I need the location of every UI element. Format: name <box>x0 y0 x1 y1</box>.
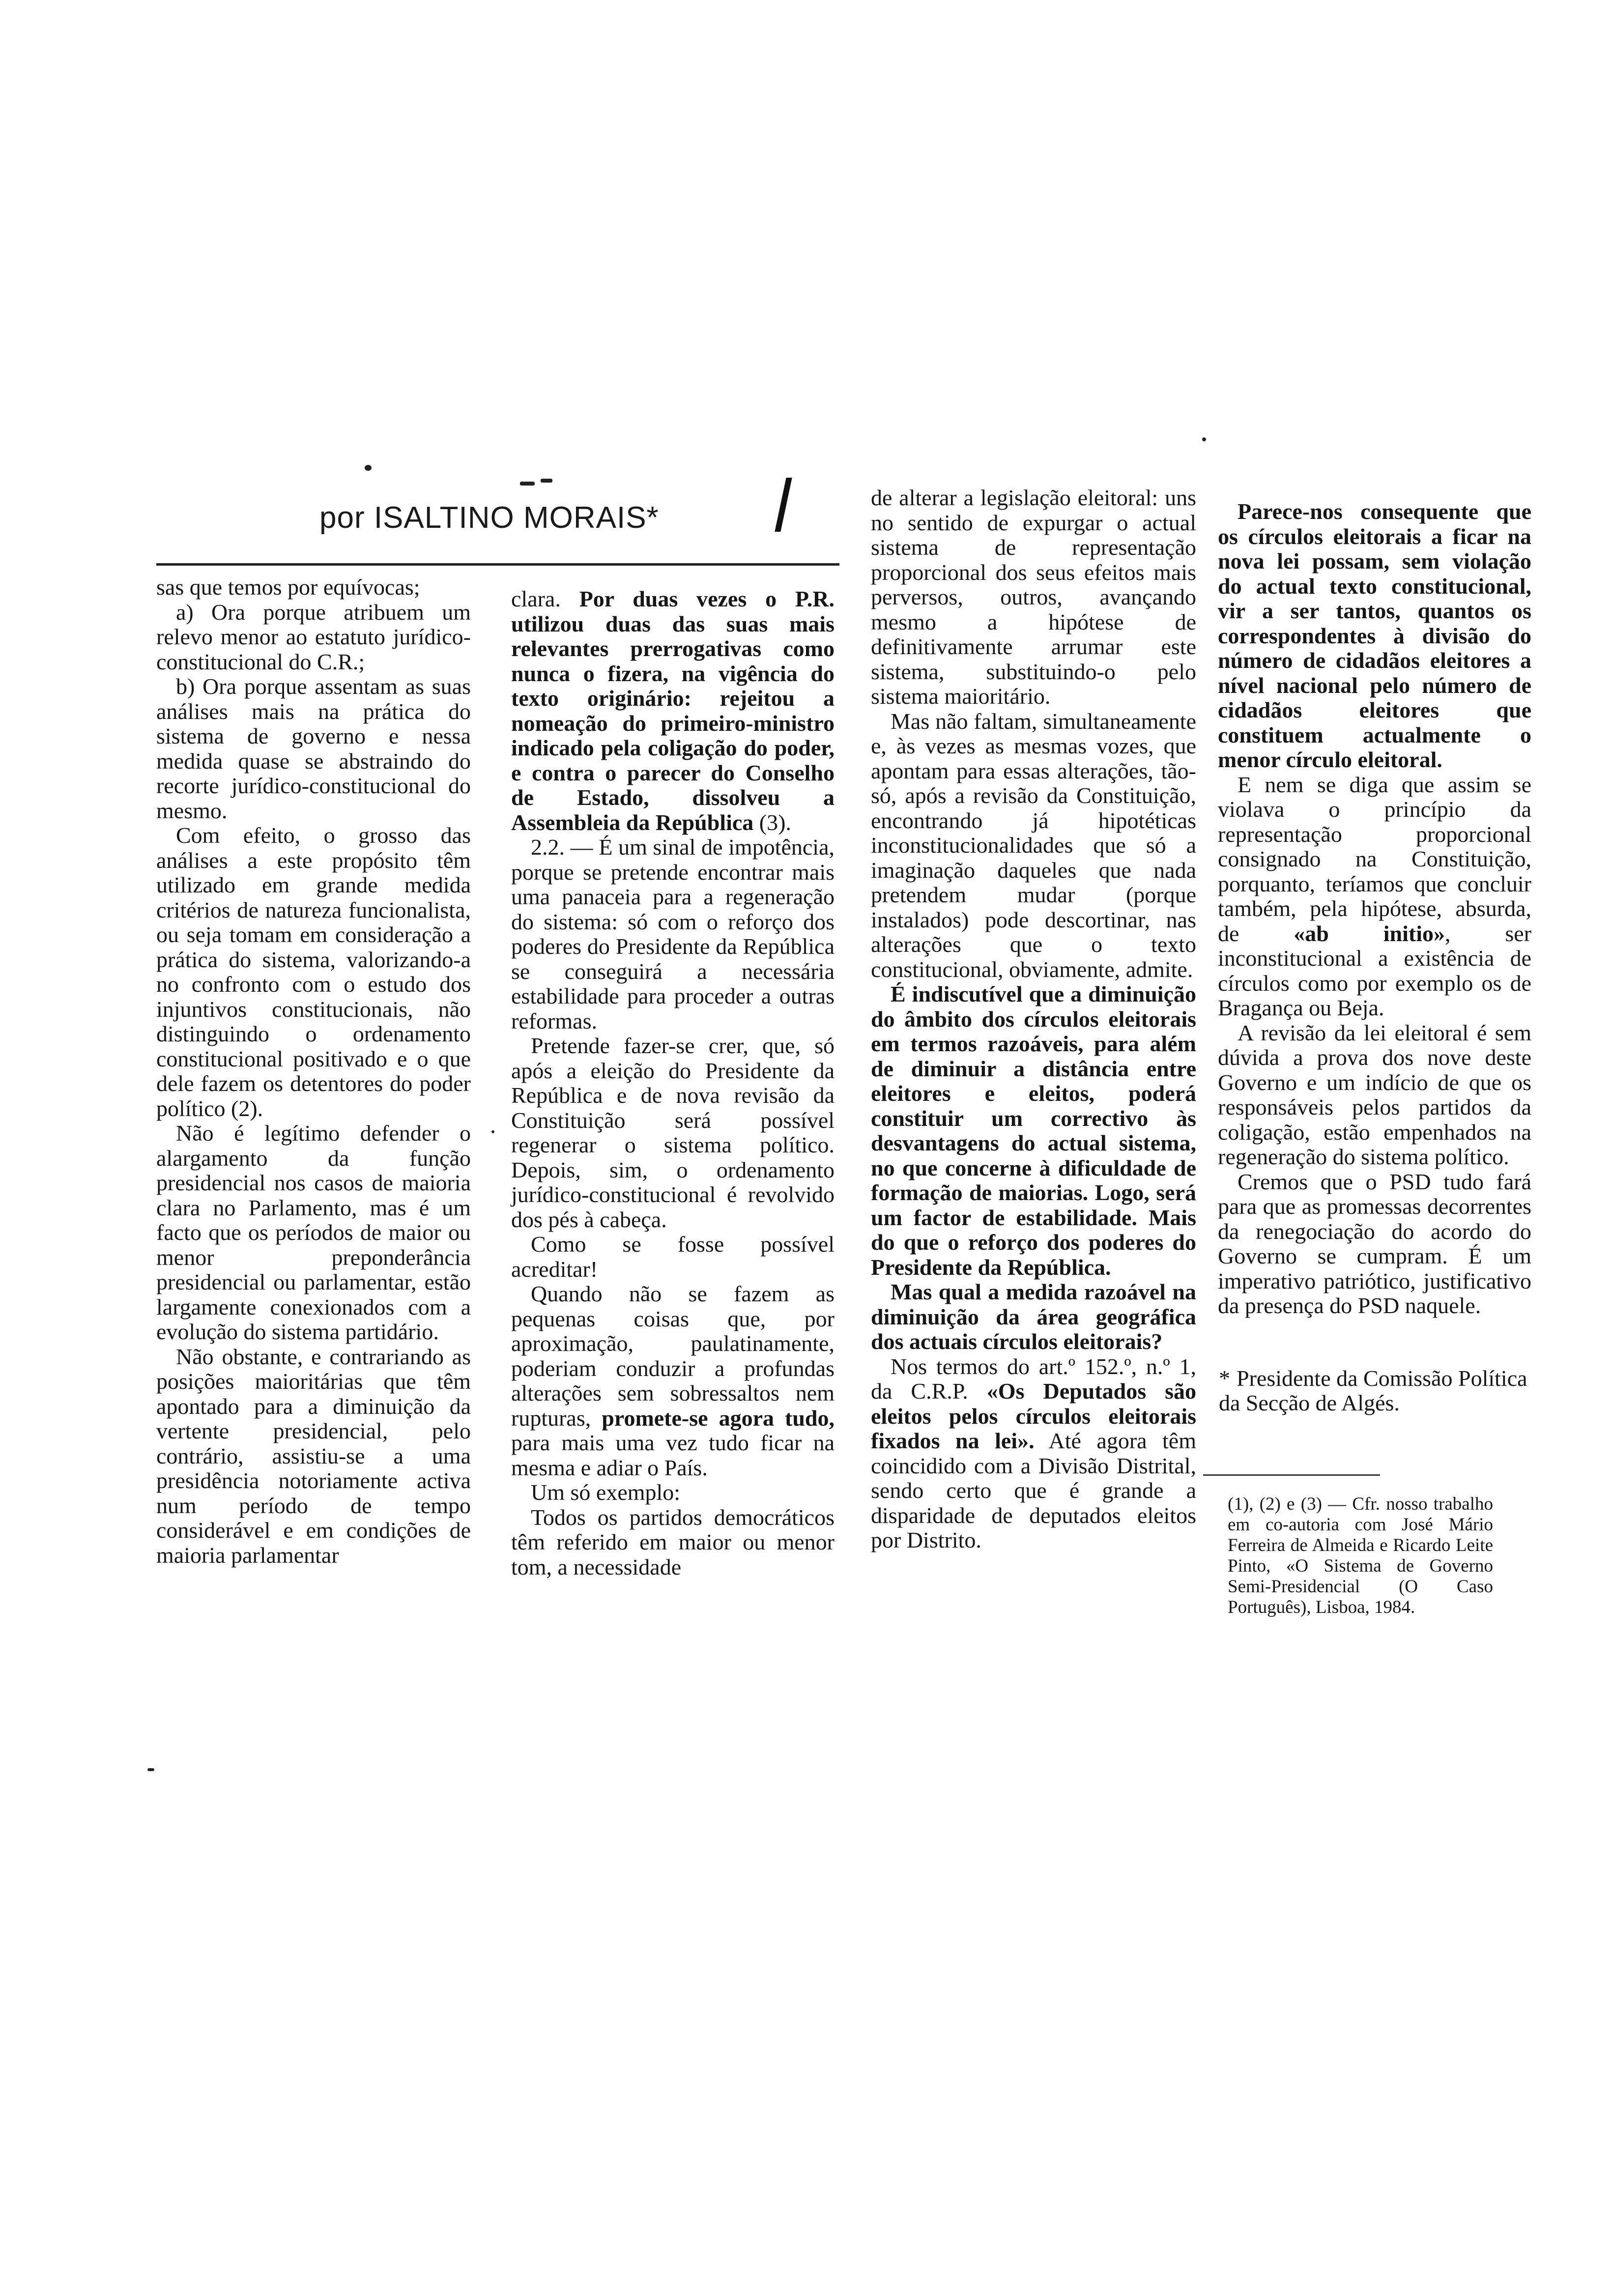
paragraph <box>871 1354 1196 1553</box>
scan-speck <box>147 1768 154 1771</box>
paragraph <box>1218 773 1531 1021</box>
bold-text: Por duas vezes o P.R. utilizou duas das suas mais relevantes prerrogativas como nunca o fizera, na vigência do texto originário: rejeitou a nomeação do primeiro-ministro indicado pela coligação do poder, e contra o parecer do Conselho de Estado, dissolveu a Assembleia da República <box>511 586 835 835</box>
paragraph: Não obstante, e contrariando as posições maioritárias que têm apontado para a diminuição da vertente presidencial, pelo contrário, assistiu-se a uma presidência notoriamente activa num período de tempo considerável e em condições de maioria parlamentar <box>156 1344 471 1568</box>
bold-text: promete-se agora tudo, <box>602 1405 835 1431</box>
paragraph: a) Ora porque atribuem um relevo menor ao estatuto jurídico-constitucional do C.R.; <box>156 599 471 674</box>
text-run: Nos termos do art.º 152.º, n.º 1, da C.R.P. <box>871 1353 1196 1404</box>
paragraph <box>511 587 835 835</box>
paragraph: Não é legítimo defender o alargamento da função presidencial nos casos de maioria clara no Parlamento, mas é um facto que os períodos de maior ou menor preponderância presidencial ou parlamentar, estão largamente conexionados com a evolução do sistema partidário. <box>156 1120 471 1344</box>
footnote-rule <box>1203 1474 1380 1476</box>
text-run: Até agora têm coincidido com a Divisão Distrital, sendo certo que é grande a disparidade de deputados eleitos por Distrito. <box>871 1428 1196 1552</box>
paragraph <box>871 1280 1196 1354</box>
paragraph: Pretende fazer-se crer, que, só após a eleição do Presidente da República e de nova revisão da Constituição será possível regenerar o sistema político. Depois, sim, o ordenamento jurídico-constitucional é revolvido dos pés à cabeça. <box>511 1033 835 1232</box>
paragraph: A revisão da lei eleitoral é sem dúvida a prova dos nove deste Governo e um indício de que os responsáveis pelos partidos da coligação, estão empenhados na regeneração do sistema político. <box>1218 1020 1531 1169</box>
scan-speck <box>365 465 372 471</box>
byline: por ISALTINO MORAIS* <box>319 501 659 535</box>
article-column-1 <box>156 575 471 1568</box>
header-rule <box>156 563 839 566</box>
paragraph <box>511 1282 835 1480</box>
text-run: (3). <box>759 809 791 835</box>
text-run: , ser inconstitucional a existência de círculos como por exemplo os de Bragança ou Beja. <box>1218 920 1532 1020</box>
article-column-4 <box>1218 499 1531 1319</box>
bold-text: É indiscutível que a diminuição do âmbito dos círculos eleitorais em termos razoáveis, para além de diminuir a distância entre eleitores e eleitos, poderá constituir um correctivo às desvantagens do actual sistema, no que concerne à dificuldade de formação de maiorias. Logo, será um factor de estabilidade. Mais do que o reforço dos poderes do Presidente da República. <box>871 981 1196 1280</box>
bold-text: Mas qual a medida razoável na diminuição da área geográfica dos actuais círculos eleitorais? <box>871 1279 1196 1354</box>
author-note <box>1219 1366 1531 1415</box>
text-run: E nem se diga que assim se violava o princípio da representação proporcional consignado na Constituição, porquanto, teríamos que concluir também, pela hipótese, absurda, de <box>1218 772 1531 946</box>
bold-text: «Os Deputados são eleitos pelos círculos eleitorais fixados na lei». <box>871 1378 1197 1453</box>
paragraph <box>871 982 1196 1280</box>
headline-slash-mark <box>775 478 792 532</box>
paragraph: 2.2. — É um sinal de impotência, porque se pretende encontrar mais uma panaceia para a regeneração do sistema: só com o reforço dos poderes do Presidente da República se conseguirá a necessária estabilidade para proceder a outras reformas. <box>511 834 835 1033</box>
scan-speck <box>1202 437 1206 441</box>
text-run: Quando não se fazem as pequenas coisas que, por aproximação, paulatinamente, poderiam conduzir a profundas alterações sem sobressaltos nem rupturas, <box>511 1281 835 1431</box>
paragraph: de alterar a legislação eleitoral: uns no sentido de expurgar o actual sistema de representação proporcional dos seus efeitos mais perversos, outros, avançando mesmo a hipótese de definitivamente arrumar este sistema, substituindo-o pelo sistema maioritário. <box>871 485 1196 709</box>
paragraph: Como se fosse possível acreditar! <box>511 1232 835 1282</box>
footnote: (1), (2) e (3) — Cfr. nosso trabalho em co-autoria com José Mário Ferreira de Almeida e Ricardo Leite Pinto, «O Sistema de Governo Semi-Presidencial (O Caso Português), Lisboa, 1984. <box>1228 1494 1493 1617</box>
paragraph: Um só exemplo: <box>531 1480 681 1505</box>
paragraph <box>1218 499 1531 773</box>
bold-text: Parece-nos consequente que os círculos eleitorais a ficar na nova lei possam, sem violação do actual texto constitucional, vir a ser tantos, quantos os correspondentes à divisão do número de cidadãos eleitores a nível nacional pelo número de cidadãos eleitores que constituem actualmente o menor círculo eleitoral. <box>1218 499 1531 772</box>
scan-speck <box>491 1130 494 1133</box>
asterisk-icon: * <box>1219 1366 1230 1391</box>
text-run: clara. <box>511 586 561 611</box>
paragraph: Cremos que o PSD tudo fará para que as promessas decorrentes da renegociação do acordo do Governo se cumpram. É um imperativo patriótico, justificativo da presença do PSD naquele. <box>1218 1169 1531 1318</box>
paragraph: Todos os partidos democráticos têm referido em maior ou menor tom, a necessidade <box>511 1504 835 1579</box>
paragraph: sas que temos por equívocas; <box>156 574 420 600</box>
scan-speck <box>541 479 552 483</box>
author-note-text: Presidente da Comissão Política da Secção de Algés. <box>1219 1366 1527 1415</box>
article-column-3 <box>871 486 1196 1553</box>
bold-text: «ab initio» <box>1294 920 1445 946</box>
paragraph: b) Ora porque assentam as suas análises mais na prática do sistema de governo e nessa medida quase se abstraindo do recorte jurídico-constitucional do mesmo. <box>156 674 471 823</box>
paragraph: Mas não faltam, simultaneamente e, às vezes as mesmas vozes, que apontam para essas alterações, tão-só, após a revisão da Constituição, encontrando já hipotéticas inconstitucionalidades que só a imaginação daqueles que nada pretendem mudar (porque instalados) pode descortinar, nas alterações que o texto constitucional, obviamente, admite. <box>871 708 1196 982</box>
article-column-2 <box>511 587 835 1579</box>
text-run: para mais uma vez tudo ficar na mesma e adiar o País. <box>511 1430 835 1480</box>
scan-speck <box>520 482 535 486</box>
paragraph: Com efeito, o grosso das análises a este propósito têm utilizado em grande medida critérios de natureza funcionalista, ou seja tomam em consideração a prática do sistema, valorizando-a no confronto com o estudo dos injuntivos constitucionais, não distinguindo o ordenamento constitucional positivado e o que dele fazem os detentores do poder político (2). <box>156 823 471 1121</box>
